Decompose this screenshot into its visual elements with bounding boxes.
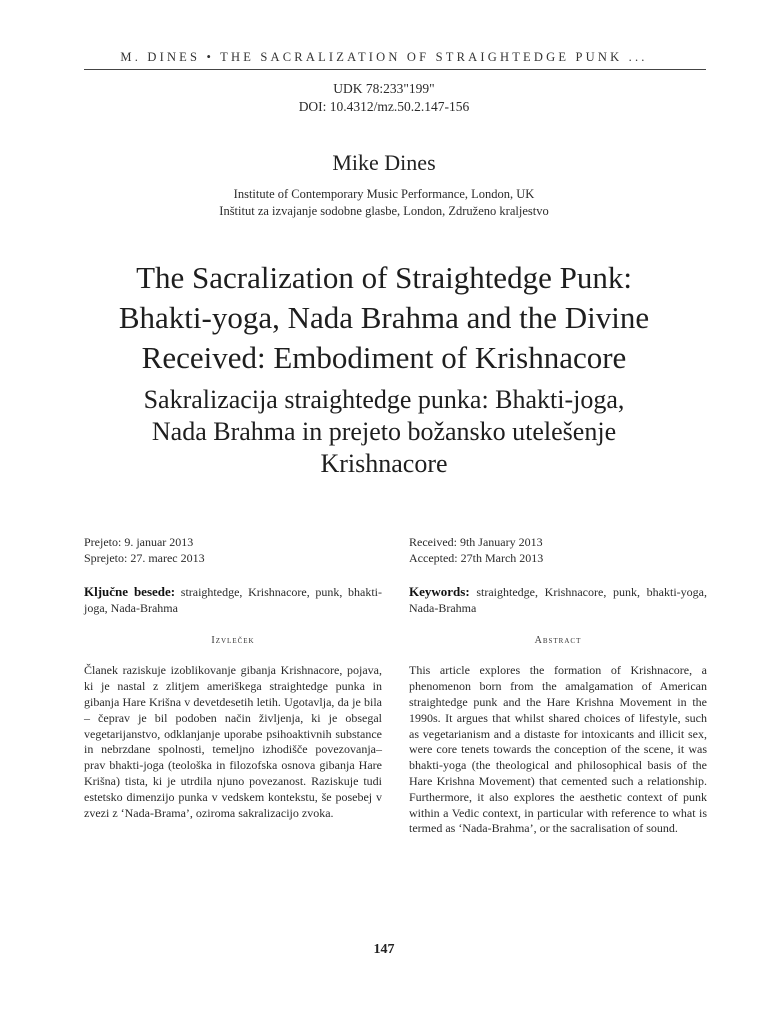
abstract-heading: Abstract — [534, 634, 582, 646]
title-slovenian — [60, 384, 708, 480]
keywords-label: Keywords: — [409, 584, 470, 599]
accepted-date: Sprejeto: 27. marec 2013 — [84, 551, 205, 565]
identifiers — [0, 80, 768, 116]
received-date: Prejeto: 9. januar 2013 — [84, 535, 194, 549]
dates — [84, 535, 382, 567]
abstract-text: This article explores the formation of Krishnacore, a phenomenon born from the amalgamation of American straightedge punk and the Hare Krishna Movement in the 1990s. It argues that whilst shared choices of lifestyle, such as vegetarianism and a distaste for intoxicants and illicit sex, were core tenets towards the conception of the scene, it was bhakti-yoga (the theological and philosophical basis of the Hare Krishna Movement) that cemented such a relationship. Furthermore, it also explores the aesthetic context of punk within a Vedic context, in particular with reference to what is termed as ‘Nada-Brahma’, or the sacralisation of sound. — [409, 663, 707, 836]
title-en-line: The Sacralization of Straightedge Punk: — [136, 260, 632, 295]
slovenian-column — [84, 535, 382, 821]
abstract-text: Članek raziskuje izoblikovanje gibanja Krishnacore, pojava, ki je nastal z zlitjem ameriškega straightedge punka in gibanja Hare Krišna v devetdesetih letih. Ugotavlja, da je bila – čeprav je bil podoben način življenja, ki je obsegal vegetarijanstvo, odklanjanje uporabe psihoaktivnih substance in nebrzdane spolnosti, temeljno izhodišče povezovanja– prav bhakti-joga (teološka in filozofska osnova gibanja Hare Krišna) tista, ki je utrdila njuno povezanost. Raziskuje tudi estetsko dimenzijo punka v vedskem kontekstu, še posebej v zvezi z ‘Nada-Brama’, oziroma sakralizacijo zvoka. — [84, 663, 382, 820]
english-column — [409, 535, 707, 837]
abstract-heading: Izvleček — [211, 634, 255, 646]
udk-code: UDK 78:233"199" — [333, 81, 435, 96]
page-number: 147 — [373, 942, 395, 957]
keywords — [409, 584, 707, 617]
title-english — [60, 258, 708, 378]
accepted-date: Accepted: 27th March 2013 — [409, 551, 544, 565]
dates — [409, 535, 707, 567]
running-head: M. DINES • THE SACRALIZATION OF STRAIGHTEDGE PUNK ... — [120, 50, 648, 64]
affiliation-en: Institute of Contemporary Music Performance, London, UK — [233, 187, 535, 201]
header-rule — [84, 69, 706, 70]
title-en-line: Bhakti-yoga, Nada Brahma and the Divine — [118, 300, 650, 335]
affiliation-sl: Inštitut za izvajanje sodobne glasbe, London, Združeno kraljestvo — [219, 204, 549, 218]
title-sl-line: Nada Brahma in prejeto božansko utelešenje — [151, 417, 617, 446]
received-date: Received: 9th January 2013 — [409, 535, 543, 549]
title-en-line: Received: Embodiment of Krishnacore — [141, 340, 627, 375]
keywords — [84, 584, 382, 617]
title-sl-line: Sakralizacija straightedge punka: Bhakti-joga, — [143, 385, 625, 414]
keywords-list: straightedge, Krishnacore, punk, bhakti-joga, Nada-Brahma — [84, 585, 383, 615]
keywords-label: Ključne besede: — [84, 584, 176, 599]
keywords-list: straightedge, Krishnacore, punk, bhakti-yoga, Nada-Brahma — [409, 585, 707, 615]
affiliation — [0, 186, 768, 220]
doi: DOI: 10.4312/mz.50.2.147-156 — [298, 99, 470, 114]
title-sl-line: Krishnacore — [320, 449, 448, 478]
author-name: Mike Dines — [332, 150, 436, 175]
